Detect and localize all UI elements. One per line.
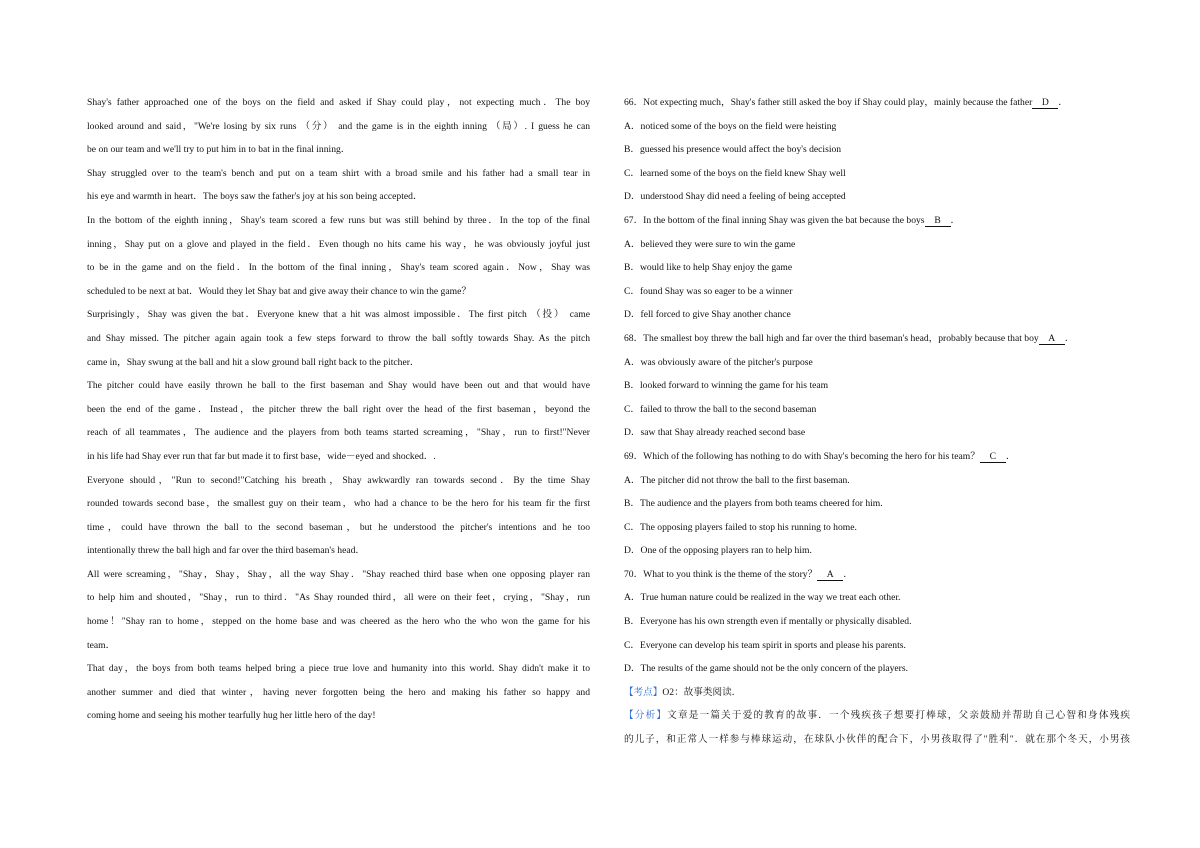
- question-end: ．: [1005, 450, 1016, 462]
- exam-point: [624, 681, 1130, 705]
- passage-line: looked around and said，"We're losing by six runs （分） and the game is in the eighth inning （局）. I guess he can: [87, 120, 590, 132]
- passage-line: The pitcher could have easily thrown he ball to the first baseman and Shay would have been out and that would have: [87, 380, 590, 392]
- analysis-text: 文章是一篇关于爱的教育的故事．一个残疾孩子想要打棒球，父亲鼓励并帮助自己心智和身体残疾: [667, 710, 1130, 722]
- answer-blank: D: [1032, 97, 1058, 109]
- passage-line: intentionally threw the ball high and far over the third baseman's head．: [87, 545, 365, 557]
- question-end: ．: [843, 568, 853, 580]
- passage-line: That day，the boys from both teams helped bring a piece true love and humanity into this world. Shay didn't make it to: [87, 663, 590, 675]
- passage-line: All were screaming，"Shay，Shay，Shay，all the way Shay．"Shay reached third base when one opposing player ran: [87, 568, 590, 580]
- exam-point-tag: 【考点】: [624, 686, 663, 698]
- question-text: 67．In the bottom of the final inning Shay was given the bat because the boys: [624, 214, 925, 226]
- answer-option: B．would like to help Shay enjoy the game: [624, 262, 793, 274]
- answer-option: D．fell forced to give Shay another chance: [624, 309, 791, 321]
- passage-line: scheduled to be next at bat．Would they let Shay bat and give away their chance to win the game？: [87, 285, 471, 297]
- question-text: 69．Which of the following has nothing to do with Shay's becoming the hero for his team？: [624, 450, 980, 462]
- passage-line: team．: [87, 639, 116, 651]
- answer-option: A．The pitcher did not throw the ball to the first baseman.: [624, 474, 850, 486]
- passage-line: Shay struggled over to the team's bench and put on a team shirt with a broad smile and his father had a small tear in: [87, 167, 590, 179]
- passage-line: Shay's father approached one of the boys on the field and asked if Shay could play，not expecting much．The boy: [87, 97, 590, 108]
- passage-line: be on our team and we'll try to put him in to bat in the final inning．: [87, 144, 351, 156]
- answer-option: D．saw that Shay already reached second base: [624, 427, 806, 439]
- passage-line: another summer and died that winter，having never forgotten being the hero and making his father so happy and: [87, 686, 590, 698]
- passage-line: In the bottom of the eighth inning，Shay's team scored a few runs but was still behind by three．In the top of the final: [87, 214, 590, 226]
- question-end: ．: [950, 214, 961, 226]
- passage-line: his eye and warmth in heart．The boys saw the father's joy at his son being accepted．: [87, 191, 423, 203]
- question-stem: [624, 209, 1130, 233]
- answer-blank: B: [925, 215, 951, 227]
- answer-option: B．Everyone has his own strength even if mentally or physically disabled.: [624, 616, 912, 628]
- answer-option: A．believed they were sure to win the game: [624, 238, 796, 250]
- passage-line: Everyone should，"Run to second!"Catching his breath，Shay awkwardly ran towards second．By the time Shay: [87, 474, 590, 486]
- question-end: ．: [1058, 97, 1068, 108]
- answer-option: D．One of the opposing players ran to help him.: [624, 545, 812, 557]
- passage-line: in his life had Shay ever run that far but made it to first base，wide－eyed and shocked．.: [87, 450, 436, 462]
- analysis-line: [624, 704, 1130, 728]
- answer-option: D．understood Shay did need a feeling of being accepted: [624, 191, 846, 203]
- answer-option: D．The results of the game should not be the only concern of the players.: [624, 663, 909, 675]
- answer-blank: A: [1039, 333, 1065, 345]
- questions-column: [624, 91, 1130, 752]
- question-text: 68．The smallest boy threw the ball high and far over the third baseman's head，probably because that boy: [624, 332, 1039, 344]
- passage-line: to help him and shouted，"Shay，run to third．"As Shay rounded third，all were on their feet，crying，"Shay，run: [87, 592, 590, 604]
- passage-line: inning，Shay put on a glove and played in the field．Even though no hits came his way，he was obviously joyful just: [87, 238, 590, 250]
- answer-blank: A: [817, 569, 843, 581]
- passage-line: to be in the game and on the field．In the bottom of the final inning，Shay's team scored again．Now，Shay was: [87, 262, 590, 274]
- answer-option: C．failed to throw the ball to the second baseman: [624, 403, 817, 415]
- answer-blank: C: [980, 451, 1006, 463]
- passage-line: been the end of the game．Instead，the pitcher threw the ball right over the head of the first baseman，beyond the: [87, 403, 590, 415]
- passage-line: time，could have thrown the ball to the second baseman，but he understood the pitcher's intentions and he too: [87, 521, 590, 533]
- passage-line: reach of all teammates，The audience and the players from both teams started screaming，"Shay，run to first!"Never: [87, 427, 590, 439]
- answer-option: C．learned some of the boys on the field knew Shay well: [624, 167, 846, 179]
- question-stem: [624, 91, 1130, 115]
- answer-option: B．The audience and the players from both teams cheered for him.: [624, 498, 883, 510]
- passage-column: [87, 91, 590, 728]
- passage-line: home！"Shay ran to home，stepped on the home base and was cheered as the hero who the who won the game for his: [87, 616, 590, 628]
- exam-point-text: O2：故事类阅读．: [662, 686, 742, 698]
- question-text: 70．What to you think is the theme of the story？: [624, 568, 818, 580]
- answer-option: C．The opposing players failed to stop his running to home.: [624, 521, 857, 533]
- passage-line: rounded towards second base，the smallest guy on their team，who had a chance to be the hero for his team fir the first: [87, 498, 590, 510]
- answer-option: A．noticed some of the boys on the field were heisting: [624, 120, 837, 132]
- question-text: 66．Not expecting much，Shay's father still asked the boy if Shay could play，mainly because the father: [624, 97, 1033, 108]
- answer-option: C．found Shay was so eager to be a winner: [624, 285, 793, 297]
- passage-line: coming home and seeing his mother tearfully hug her little hero of the day!: [87, 710, 376, 722]
- question-stem: [624, 445, 1130, 469]
- answer-option: B．looked forward to winning the game for his team: [624, 380, 829, 392]
- answer-option: B．guessed his presence would affect the boy's decision: [624, 144, 842, 156]
- analysis-tag: 【分析】: [624, 710, 668, 722]
- answer-option: C．Everyone can develop his team spirit in sports and please his parents.: [624, 639, 906, 651]
- passage-line: came in，Shay swung at the ball and hit a slow ground ball right back to the pitcher．: [87, 356, 420, 368]
- question-stem: [624, 327, 1130, 351]
- question-end: ．: [1064, 332, 1075, 344]
- question-stem: [624, 563, 1130, 587]
- answer-option: A．True human nature could be realized in the way we treat each other.: [624, 592, 901, 604]
- answer-option: A．was obviously aware of the pitcher's purpose: [624, 356, 813, 368]
- analysis-line: 的儿子，和正常人一样参与棒球运动，在球队小伙伴的配合下，小男孩取得了"胜利"．就在那个冬天，小男孩: [624, 734, 1130, 746]
- passage-line: Surprisingly，Shay was given the bat．Everyone knew that a hit was almost impossible．The first pitch （投） came: [87, 309, 590, 321]
- passage-line: and Shay missed. The pitcher again again took a few steps forward to throw the ball softly towards Shay. As the pitch: [87, 332, 590, 344]
